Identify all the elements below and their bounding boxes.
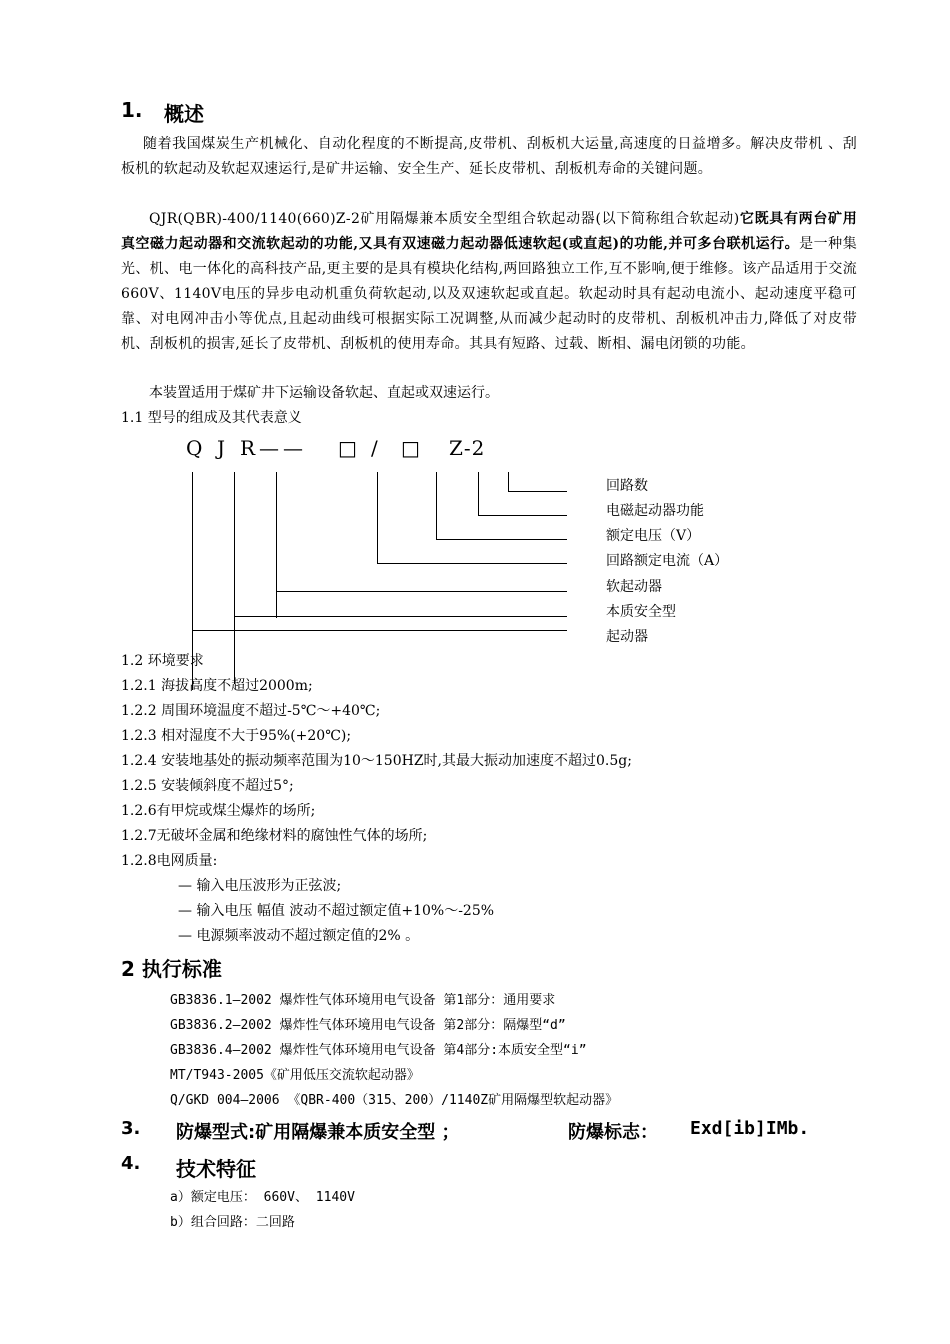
section-4-number: 4. bbox=[121, 1153, 141, 1174]
explosion-mark-label: 防爆标志： bbox=[568, 1122, 658, 1143]
section-3-text: 防爆型式:矿用隔爆兼本质安全型 ； bbox=[176, 1122, 460, 1143]
model-slash: / bbox=[371, 436, 382, 460]
env-item: 1.2.7无破坏金属和绝缘材料的腐蚀性气体的场所; bbox=[121, 828, 428, 844]
para2-bold: 它既具有两台矿用真空磁力起动器和交流软起动的功能,又具有双速磁力起动器低速软起(或直起)的功能,并可多台联机运行。 bbox=[121, 211, 857, 252]
standard-item: GB3836.1—2002 爆炸性气体环境用电气设备 第1部分：通用要求 bbox=[170, 993, 556, 1008]
label-starter-function: 电磁起动器功能 bbox=[606, 503, 704, 519]
label-intrinsic-safety: 本质安全型 bbox=[606, 604, 676, 620]
env-item: 1.2.6有甲烷或煤尘爆炸的场所; bbox=[121, 803, 316, 819]
intro-paragraph-1: 随着我国煤炭生产机械化、自动化程度的不断提高,皮带机、刮板机大运量,高速度的日益增多。解决皮带机 、刮板机的软起动及软起双速运行,是矿井运输、安全生产、延长皮带机、刮板机寿命的关键问题。 bbox=[121, 136, 857, 177]
section-3-number: 3. bbox=[121, 1118, 141, 1139]
env-item: 1.2.2 周围环境温度不超过-5℃～+40℃; bbox=[121, 703, 381, 719]
section-4-title: 技术特征 bbox=[176, 1157, 256, 1181]
env-item: 1.2.5 安装倾斜度不超过5°; bbox=[121, 778, 294, 794]
env-item: 1.2.4 安装地基处的振动频率范围为10～150HZ时,其最大振动加速度不超过0.5g; bbox=[121, 753, 632, 769]
standard-item: GB3836.4—2002 爆炸性气体环境用电气设备 第4部分:本质安全型“i” bbox=[170, 1043, 587, 1058]
para2-end: 是一种集光、机、电一体化的高科技产品,更主要的是具有模块化结构,两回路独立工作,互不影响,便于维修。该产品适用于交流660V、1140V电压的异步电动机重负荷软起动,以及双速软起或直起。软起动时具有起动电流小、起动速度平稳可靠、对电网冲击小等优点,且起动曲线可根据实际工况调整,从而减少起动时的皮带机、刮板机冲击力,降低了对皮带机、刮板机的损害,延长了皮带机、刮板机的使用寿命。其具有短路、过载、断相、漏电闭锁的功能。 bbox=[121, 236, 857, 352]
label-starter: 起动器 bbox=[606, 629, 648, 645]
standard-item: Q/GKD 004—2006 《QBR-400（315、200）/1140Z矿用隔爆型软起动器》 bbox=[170, 1093, 619, 1108]
model-suffix: Z-2 bbox=[449, 436, 486, 460]
section-1-1-heading: 1.1 型号的组成及其代表意义 bbox=[121, 410, 302, 426]
env-item: 1.2.1 海拔高度不超过2000m; bbox=[121, 678, 313, 694]
tech-item: b）组合回路：二回路 bbox=[170, 1215, 295, 1230]
explosion-mark-value: Exd[ib]IMb. bbox=[690, 1118, 810, 1139]
model-box-2: □ bbox=[401, 436, 424, 460]
env-item: 1.2.8电网质量: bbox=[121, 853, 218, 869]
grid-item: — 输入电压 幅值 波动不超过额定值+10%～-25% bbox=[178, 903, 495, 919]
grid-item: — 输入电压波形为正弦波; bbox=[178, 878, 342, 894]
label-rated-current: 回路额定电流（A） bbox=[606, 553, 729, 569]
section-1-title: 概述 bbox=[164, 102, 204, 126]
section-1-2-heading: 1.2 环境要求 bbox=[121, 653, 204, 669]
label-circuit-count: 回路数 bbox=[606, 478, 648, 494]
label-rated-voltage: 额定电压（V） bbox=[606, 528, 701, 544]
standard-item: MT/T943-2005《矿用低压交流软起动器》 bbox=[170, 1068, 420, 1083]
intro-paragraph-3: 本装置适用于煤矿井下运输设备软起、直起或双速运行。 bbox=[149, 385, 499, 401]
section-2-title: 2 执行标准 bbox=[121, 957, 222, 981]
model-j: J bbox=[217, 436, 230, 460]
env-item: 1.2.3 相对湿度不大于95%(+20℃); bbox=[121, 728, 352, 744]
model-r: R—— bbox=[240, 436, 308, 460]
model-q: Q bbox=[186, 436, 207, 460]
model-box-1: □ bbox=[338, 436, 361, 460]
grid-item: — 电源频率波动不超过额定值的2% 。 bbox=[178, 928, 420, 944]
standard-item: GB3836.2—2002 爆炸性气体环境用电气设备 第2部分：隔爆型“d” bbox=[170, 1018, 566, 1033]
section-1-number: 1. bbox=[121, 98, 143, 122]
tech-item: a）额定电压： 660V、 1140V bbox=[170, 1190, 355, 1205]
intro-paragraph-2 bbox=[121, 207, 857, 357]
para2-start: QJR(QBR)-400/1140(660)Z-2矿用隔爆兼本质安全型组合软起动器(以下简称组合软起动) bbox=[149, 211, 740, 227]
label-soft-starter: 软起动器 bbox=[606, 579, 662, 595]
